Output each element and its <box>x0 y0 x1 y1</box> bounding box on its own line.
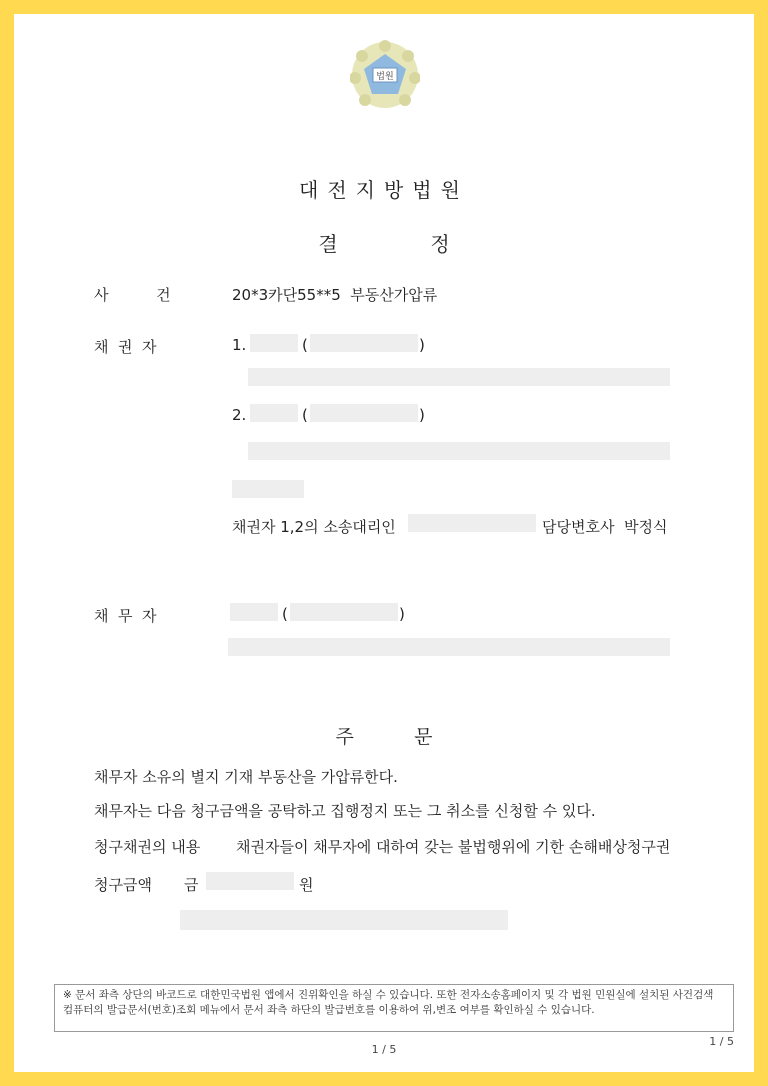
amount-label: 청구금액 <box>94 876 152 894</box>
creditor-label: 채 권 자 <box>94 338 157 356</box>
redacted-creditor-1-name <box>250 334 298 352</box>
verification-notice: ※ 문서 좌측 상단의 바코드로 대한민국법원 앱에서 진위확인을 하실 수 있습니다. 또한 전자소송홈페이지 및 각 법원 민원실에 설치된 사건검색 컴퓨터의 발급문서(번호)조회 메뉴에서 문서 좌측 하단의 발급번호를 이용하여 위,변조 여부를 확인하실 수 있습니다. <box>54 984 734 1032</box>
creditor-1-paren-close: ) <box>419 336 425 354</box>
amount-suffix: 원 <box>299 876 314 894</box>
redacted-amount <box>206 872 294 890</box>
creditor-2-paren-close: ) <box>419 406 425 424</box>
claim-value: 채권자들이 채무자에 대하여 갖는 불법행위에 기한 손해배상청구권 <box>236 838 671 856</box>
redacted-law-firm <box>408 514 536 532</box>
redacted-debtor-id <box>290 603 398 621</box>
redacted-creditor-1-id <box>310 334 418 352</box>
redacted-creditor-1-address <box>248 368 670 386</box>
redacted-debtor-name <box>230 603 278 621</box>
page-number-right: 1 / 5 <box>709 1035 734 1048</box>
creditor-2-number: 2. <box>232 406 247 424</box>
order-line-2: 채무자는 다음 청구금액을 공탁하고 집행정지 또는 그 취소를 신청할 수 있다. <box>94 802 596 820</box>
case-value: 20*3카단55**5 부동산가압류 <box>232 286 438 304</box>
creditor-1-paren-open: ( <box>302 336 308 354</box>
page-number-center: 1 / 5 <box>371 1043 397 1056</box>
document-type <box>14 228 754 257</box>
document-type-char-1: 결 <box>318 232 338 256</box>
court-name: 대전지방법원 <box>299 178 469 202</box>
debtor-paren-open: ( <box>282 605 288 623</box>
document-type-char-2: 정 <box>430 232 450 256</box>
redacted-debtor-address <box>228 638 670 656</box>
creditor-agent-suffix: 담당변호사 박정식 <box>542 518 668 536</box>
creditor-2-paren-open: ( <box>302 406 308 424</box>
creditor-1-number: 1. <box>232 336 247 354</box>
redacted-creditor-2-id <box>310 404 418 422</box>
debtor-label: 채 무 자 <box>94 607 157 625</box>
order-title: 주 문 <box>335 726 433 748</box>
svg-text:법원: 법원 <box>376 72 394 82</box>
redacted-block <box>232 480 304 498</box>
creditor-agent-prefix: 채권자 1,2의 소송대리인 <box>232 518 396 536</box>
amount-prefix: 금 <box>184 876 199 894</box>
redacted-block-bottom <box>180 910 508 930</box>
debtor-paren-close: ) <box>399 605 405 623</box>
document-page <box>14 14 754 1072</box>
redacted-creditor-2-name <box>250 404 298 422</box>
court-seal-icon <box>350 40 420 110</box>
case-label: 사 건 <box>94 286 171 304</box>
order-line-1: 채무자 소유의 별지 기재 부동산을 가압류한다. <box>94 768 398 786</box>
redacted-creditor-2-address <box>248 442 670 460</box>
claim-label: 청구채권의 내용 <box>94 838 201 856</box>
